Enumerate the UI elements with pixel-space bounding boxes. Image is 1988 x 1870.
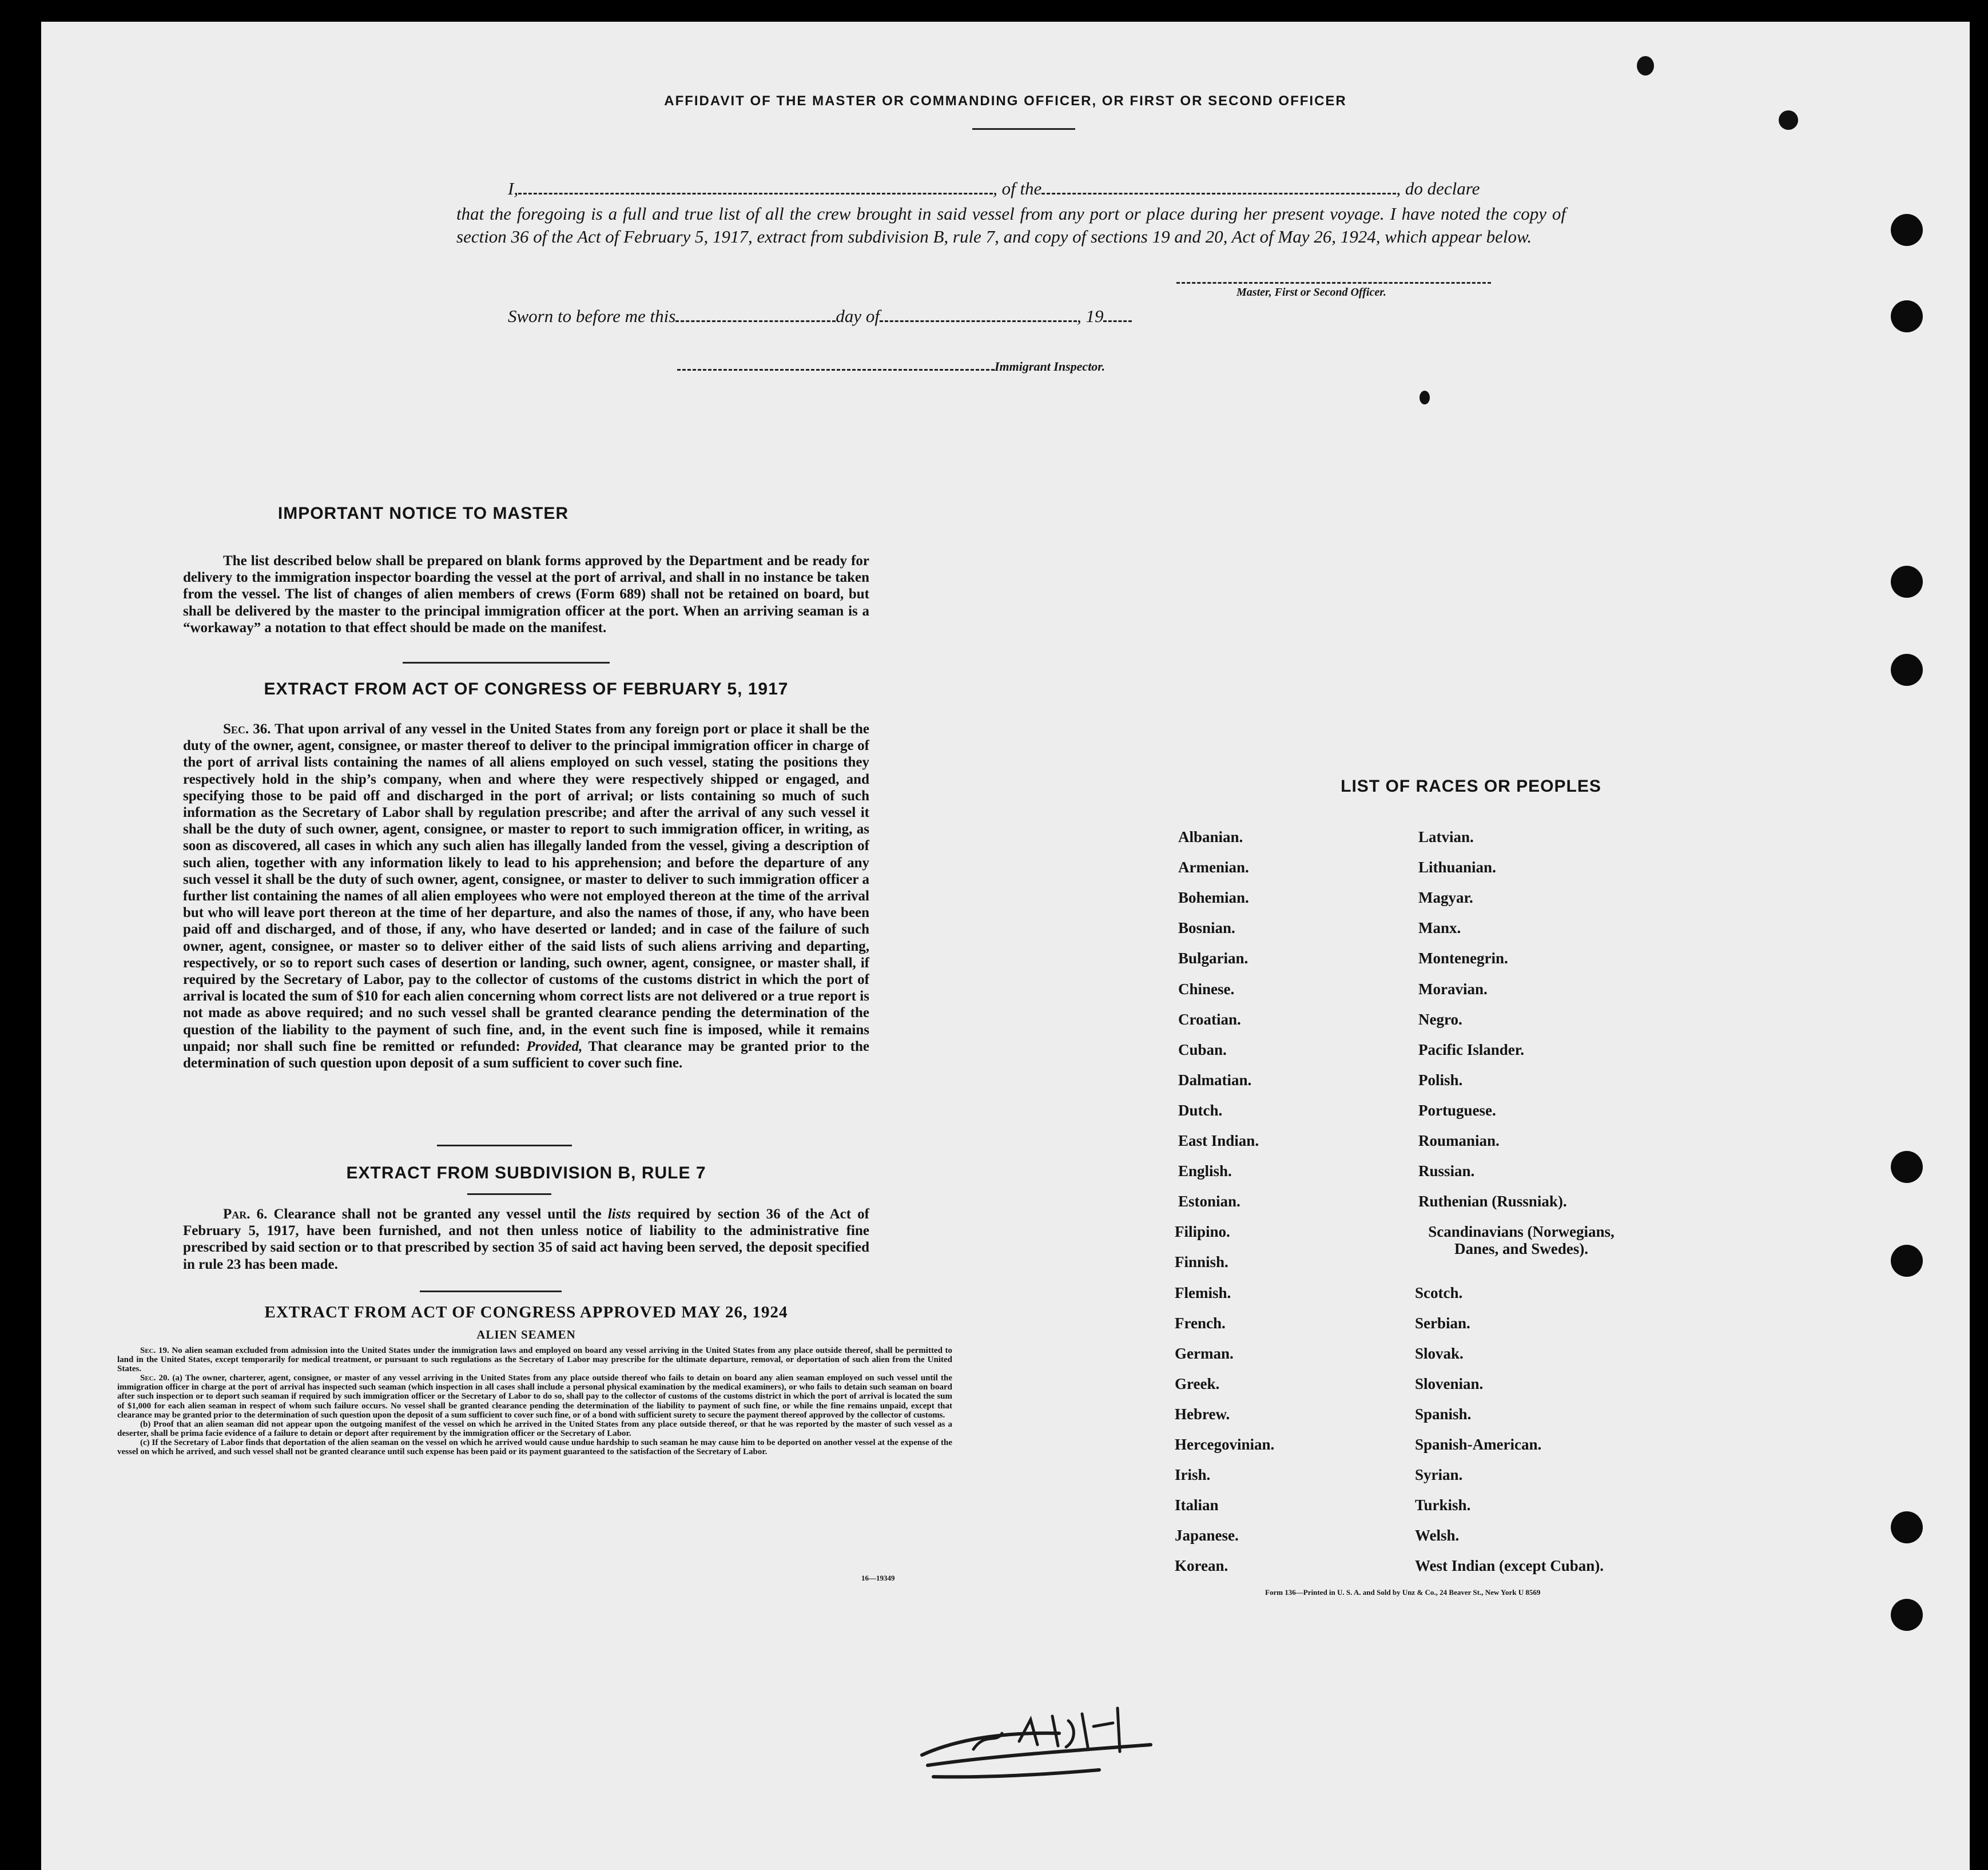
affidavit-i: I, bbox=[508, 178, 519, 198]
par-6-label: Par. 6. bbox=[223, 1206, 268, 1222]
divider bbox=[420, 1291, 562, 1292]
sworn-year: , 19 bbox=[1076, 306, 1104, 326]
divider bbox=[972, 128, 1075, 130]
sworn-day-blank bbox=[675, 313, 836, 322]
affidavit-text: that the foregoing is a full and true list of all the crew brought in said vessel from any port or place during her present voyage. I have noted the copy of section 36 of the Act of February 5, 1917, extract from subdivision B, rule 7, and copy of sections 19 and 20, Act of May 26, 1924, which appear below. bbox=[456, 204, 1566, 247]
race-item-left: Japanese. bbox=[1175, 1527, 1239, 1545]
notice-text: The list described below shall be prepared on blank forms approved by the Department and be ready for delivery to the immigration inspector boarding the vessel at the port of arrival, and shall in no instance be taken from the vessel. The list of changes of alien members of crews (Form 689) shall not be retained on board, but shall be delivered by the master to the principal immigration officer at the port. When an arriving seaman is a “workaway” a notation to that effect should be made on the manifest. bbox=[183, 553, 869, 636]
affidavit-title: AFFIDAVIT OF THE MASTER OR COMMANDING OFFICER, OR FIRST OR SECOND OFFICER bbox=[664, 93, 1347, 109]
race-item-right: Welsh. bbox=[1415, 1527, 1460, 1545]
affidavit-of-the: , of the bbox=[993, 178, 1042, 198]
vessel-blank bbox=[1041, 186, 1396, 194]
inspector-line bbox=[677, 359, 1105, 374]
sworn-day-of: day of bbox=[836, 306, 880, 326]
sec-20a bbox=[117, 1373, 952, 1419]
race-item-left: Albanian. bbox=[1178, 828, 1243, 845]
handwritten-mark bbox=[910, 1692, 1185, 1801]
race-item-right: Polish. bbox=[1418, 1071, 1463, 1089]
sec-36-label: Sec. 36. bbox=[223, 721, 271, 737]
sworn-year-blank bbox=[1103, 313, 1132, 322]
extract-1924-title: EXTRACT FROM ACT OF CONGRESS APPROVED MAY 26, 1924 bbox=[264, 1303, 788, 1321]
race-item-right: Turkish. bbox=[1415, 1496, 1471, 1514]
sec-20b: (b) Proof that an alien seaman did not appear upon the outgoing manifest of the vessel on which he arrived in the United States from any place outside thereof, or that he was reported by the master of such vessel as a deserter, shall be prima facie evidence of a failure to detain or deport after requirement by the immigration officer or the Secretary of Labor. bbox=[117, 1419, 952, 1438]
race-item-right: Scotch. bbox=[1415, 1284, 1463, 1301]
race-item-right: West Indian (except Cuban). bbox=[1415, 1557, 1604, 1575]
race-item-right: Syrian. bbox=[1415, 1466, 1463, 1484]
sec-19-body: No alien seaman excluded from admission into the United States under the immigration laws and employed on board any vessel arriving in the United States from any place outside thereof, shall be permitted to land in the United States, except temporarily for medical treatment, or pursuant to such regulations as the Secretary of Labor may prescribe for the ultimate departure, removal, or deportation of such alien from the United States. bbox=[117, 1346, 953, 1374]
extract-1917-text bbox=[183, 721, 869, 1071]
race-item-right: Slovak. bbox=[1415, 1344, 1464, 1362]
par-6-body-a: Clearance shall not be granted any vessel until the bbox=[273, 1206, 602, 1222]
binding-hole bbox=[1891, 214, 1923, 246]
binding-hole bbox=[1891, 300, 1923, 332]
affidavit-declare: , do declare bbox=[1396, 178, 1480, 198]
sec-36-body: That upon arrival of any vessel in the United States from any foreign port or place it shall be the duty of the owner, agent, consignee, or master thereof to deliver to the principal immigration officer in charge of the port of arrival lists containing the names of all aliens employed on such vessel, stating the positions they respectively hold in the ship’s company, when and where they were respectively shipped or engaged, and specifying those to be paid off and discharged in the port of arrival; or lists containing so much of such information as the Secretary of Labor shall by regulation prescribe; and after the arrival of any such vessel it shall be the duty of such owner, agent, consignee, or master to report to such immigration officer, in writing, as soon as discovered, all cases in which any such alien has illegally landed from the vessel, giving a description of such alien, together with any information likely to lead to his apprehension; and before the departure of any such vessel it shall be the duty of such owner, agent, consignee, or master to deliver to such immigration officer a further list containing the names of all alien employees who were not employed thereon at the time of the arrival but who will leave port thereon at the time of her departure, and also the names of those, if any, who have been paid off and discharged, and of those, if any, who have deserted or landed; and in case of the failure of such owner, agent, consignee, or master so to deliver either of the said lists of such aliens arriving and departing, respectively, or so to report such cases of desertion or landing, such owner, agent, consignee, or master shall, if required by the Secretary of Labor, pay to the collector of customs of the customs district in which the port of arrival is located the sum of $10 for each alien concerning whom correct lists are not delivered or a true report is not made as above required; and no such vessel shall be granted clearance pending the determination of the question of the liability to the payment of such fine, and, in the event such fine is imposed, while it remains unpaid; nor shall such fine be remitted or refunded: bbox=[183, 721, 869, 1054]
race-item-right: Pacific Islander. bbox=[1418, 1041, 1524, 1058]
binding-hole bbox=[1891, 1599, 1923, 1631]
race-item-left: Bosnian. bbox=[1178, 919, 1235, 937]
race-item-left: English. bbox=[1178, 1162, 1232, 1180]
sec-36-end: That clearance may be granted prior to the determination of such question upon deposit of a sum sufficient to cover such fine. bbox=[183, 1038, 869, 1071]
extract-rule7-text bbox=[183, 1206, 869, 1273]
race-item-right: Lithuanian. bbox=[1418, 859, 1496, 876]
race-item-left: Dalmatian. bbox=[1178, 1071, 1252, 1089]
sec-20c: (c) If the Secretary of Labor finds that deportation of the alien seaman on the vessel on which he arrived would cause undue hardship to such seaman he may cause him to be deported on another vessel at the expense of the vessel on which he arrived, and such vessel shall not be granted clearance until such expense has been paid or its payment guaranteed to the satisfaction of the Secretary of Labor. bbox=[117, 1438, 952, 1457]
race-item-left: Korean. bbox=[1175, 1557, 1228, 1575]
race-item-right: Montenegrin. bbox=[1418, 950, 1508, 967]
race-item-left: Estonian. bbox=[1178, 1193, 1240, 1210]
race-item-right: Magyar. bbox=[1418, 889, 1473, 907]
inspector-blank bbox=[677, 362, 995, 371]
ink-spot bbox=[1420, 391, 1430, 404]
race-item-left: Flemish. bbox=[1175, 1284, 1231, 1301]
sworn-month-blank bbox=[880, 313, 1077, 322]
ink-spot bbox=[1779, 110, 1798, 130]
notice-title: IMPORTANT NOTICE TO MASTER bbox=[277, 504, 569, 523]
race-item-left: Irish. bbox=[1175, 1466, 1211, 1484]
binding-hole bbox=[1891, 654, 1923, 686]
race-item-left: Bulgarian. bbox=[1178, 950, 1249, 967]
race-item-right: Spanish-American. bbox=[1415, 1436, 1542, 1453]
race-item-right: Serbian. bbox=[1415, 1314, 1470, 1332]
race-item-right: Manx. bbox=[1418, 919, 1461, 937]
divider bbox=[437, 1145, 572, 1146]
sworn-prefix: Sworn to before me this bbox=[508, 306, 676, 326]
binding-hole bbox=[1891, 1151, 1923, 1183]
race-item-left: Croatian. bbox=[1178, 1010, 1241, 1028]
race-item-left: Cuban. bbox=[1178, 1041, 1227, 1058]
race-item-right: Scandinavians (Norwegians, Danes, and Swedes). bbox=[1428, 1223, 1615, 1258]
lists-word: lists bbox=[607, 1206, 631, 1222]
race-item-left: East Indian. bbox=[1178, 1132, 1259, 1149]
race-item-left: Greek. bbox=[1175, 1375, 1220, 1392]
divider bbox=[403, 662, 610, 664]
extract-1924-text bbox=[117, 1346, 952, 1456]
race-item-left: Hebrew. bbox=[1175, 1405, 1230, 1423]
race-item-right: Ruthenian (Russniak). bbox=[1418, 1193, 1567, 1210]
name-blank bbox=[518, 186, 993, 194]
race-item-left: Finnish. bbox=[1175, 1253, 1228, 1271]
extract-rule7-title: EXTRACT FROM SUBDIVISION B, RULE 7 bbox=[346, 1164, 706, 1182]
race-item-right: Negro. bbox=[1418, 1010, 1462, 1028]
race-item-right: Moravian. bbox=[1418, 980, 1488, 998]
race-item-left: Filipino. bbox=[1175, 1223, 1230, 1241]
sec-20-label: Sec. 20. bbox=[140, 1373, 170, 1383]
race-item-left: German. bbox=[1175, 1344, 1234, 1362]
ink-spot bbox=[1637, 56, 1654, 76]
sworn-line bbox=[508, 305, 1132, 328]
sec-19-label: Sec. 19. bbox=[140, 1346, 169, 1355]
master-label: Master, First or Second Officer. bbox=[1236, 286, 1386, 299]
master-signature-line bbox=[1176, 282, 1491, 284]
race-item-right: Spanish. bbox=[1415, 1405, 1472, 1423]
provided-label: Provided, bbox=[526, 1038, 583, 1054]
races-title: LIST OF RACES OR PEOPLES bbox=[1341, 777, 1601, 796]
binding-hole bbox=[1891, 1511, 1923, 1543]
race-item-left: Chinese. bbox=[1178, 980, 1235, 998]
affidavit-declare-line bbox=[508, 177, 1566, 200]
extract-1917-title: EXTRACT FROM ACT OF CONGRESS OF FEBRUARY 5, 1917 bbox=[264, 680, 789, 698]
race-item-right: Portuguese. bbox=[1418, 1101, 1496, 1119]
race-item-right: Russian. bbox=[1418, 1162, 1475, 1180]
race-item-right: Roumanian. bbox=[1418, 1132, 1500, 1149]
sec-20a-body: (a) The owner, charterer, agent, consignee, or master of any vessel arriving in the United States from any place outside thereof who fails to detain on board any alien seaman employed on such vessel until the immigration officer in charge at the port of arrival has inspected such seaman (which inspection in all cases shall include a personal physical examination by the medical examiners), or who fails to detain such seaman on board after such inspection or to deport such seaman if required by such immigration officer or the Secretary of Labor to do so, shall pay to the collector of customs of the customs district in which the port of arrival is located the sum of $1,000 for each alien seaman in respect of whom such failure occurs. No vessel shall be granted clearance pending the determination of the liability to payment of such fine, or while the fine remains unpaid, except that clearance may be granted prior to the determination of such question upon the deposit of a sum sufficient to cover such fine, or of a bond with sufficient surety to secure the payment thereof approved by the collector of customs. bbox=[117, 1373, 953, 1420]
race-item-left: Bohemian. bbox=[1178, 889, 1249, 907]
race-item-left: French. bbox=[1175, 1314, 1226, 1332]
race-item-left: Dutch. bbox=[1178, 1101, 1223, 1119]
form-code: 16—19349 bbox=[861, 1574, 895, 1582]
binding-hole bbox=[1891, 1245, 1923, 1277]
binding-hole bbox=[1891, 566, 1923, 598]
document-page bbox=[41, 22, 1970, 1870]
alien-seamen-subtitle: ALIEN SEAMEN bbox=[476, 1328, 576, 1341]
inspector-label: Immigrant Inspector. bbox=[995, 359, 1106, 374]
race-item-left: Hercegovinian. bbox=[1175, 1436, 1275, 1453]
sec-19 bbox=[117, 1346, 952, 1373]
race-item-right: Latvian. bbox=[1418, 828, 1474, 845]
form-print-line: Form 136—Printed in U. S. A. and Sold by Unz & Co., 24 Beaver St., New York U 8569 bbox=[1265, 1588, 1541, 1597]
race-item-left: Armenian. bbox=[1178, 859, 1249, 876]
race-item-right: Slovenian. bbox=[1415, 1375, 1484, 1392]
race-item-left: Italian bbox=[1175, 1496, 1219, 1514]
par-6-body-b: required by section 36 of the Act of February 5, 1917, have been furnished, and not then unless notice of liability to the administrative fine prescribed by said section or to that prescribed by section 35 of said act having been served, the deposit specified in rule 23 has been made. bbox=[183, 1206, 869, 1272]
divider bbox=[467, 1193, 551, 1195]
